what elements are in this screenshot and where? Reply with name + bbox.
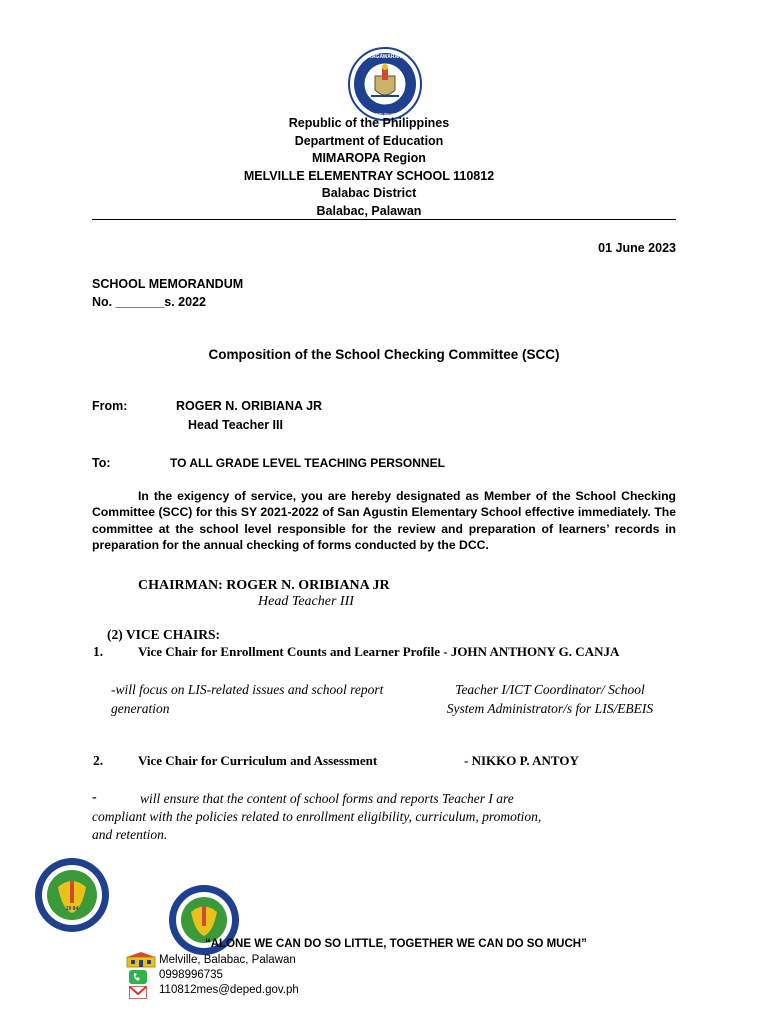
memo-type: SCHOOL MEMORANDUM <box>92 277 244 291</box>
from-name: ROGER N. ORIBIANA JR <box>176 399 323 413</box>
letterhead-line: Balabac District <box>321 186 417 200</box>
footer-address: Melville, Balabac, Palawan <box>159 954 296 966</box>
footer-quote: “ALONE WE CAN DO SO LITTLE, TOGETHER WE CAN DO SO MUCH” <box>205 938 587 950</box>
footer-email[interactable]: 110812mes@deped.gov.ph <box>159 984 299 996</box>
to-recipients: TO ALL GRADE LEVEL TEACHING PERSONNEL <box>170 456 445 470</box>
body-paragraph: In the exigency of service, you are hereby designated as Member of the School Checking Committee (SCC) for this SY 2021-2022 of San Agustin Elementary School effective immediately. The committee at the school level responsible for the review and preparation of learners’ records in preparation for the annual checking of forms conducted by the DCC. <box>92 489 676 552</box>
vice-chair-1-title: Vice Chair for Enrollment Counts and Learner Profile - JOHN ANTHONY G. CANJA <box>138 644 620 659</box>
vice-chair-2-description: will ensure that the content of school forms and reports Teacher I are compliant with the policies related to enrollment eligibility, curriculum, promotion, and retention. <box>92 791 542 843</box>
from-label: From: <box>92 399 128 413</box>
chairman-title: Head Teacher III <box>258 594 354 609</box>
svg-text:KAGAWARAN: KAGAWARAN <box>368 54 402 60</box>
school-building-icon <box>126 951 156 968</box>
vice-chair-1-role: Teacher I/ICT Coordinator/ School System Administrator/s for LIS/EBEIS <box>446 682 654 716</box>
memo-date: 01 June 2023 <box>598 241 676 255</box>
letterhead <box>0 115 768 220</box>
svg-text:REPUBLIKA: REPUBLIKA <box>372 112 398 117</box>
mail-icon <box>129 986 147 999</box>
vice-chair-2-title: Vice Chair for Curriculum and Assessment <box>138 753 378 768</box>
letterhead-line: Balabac, Palawan <box>316 203 422 218</box>
memo-number: No. _______s. 2022 <box>92 295 206 309</box>
vice-chair-2-name: - NIKKO P. ANTOY <box>464 753 579 768</box>
from-title: Head Teacher III <box>188 418 283 432</box>
letterhead-line: MIMAROPA Region <box>312 151 426 165</box>
svg-text:19 84: 19 84 <box>65 906 79 912</box>
letterhead-line: Republic of the Philippines <box>288 116 450 130</box>
item-number: 1. <box>93 644 104 659</box>
bullet-dash: - <box>92 790 97 805</box>
chairman-line: CHAIRMAN: ROGER N. ORIBIANA JR <box>138 578 390 593</box>
deped-seal-logo <box>347 46 423 122</box>
to-label: To: <box>92 456 111 470</box>
school-seal-logo <box>34 857 110 933</box>
vice-chair-1-description: -will focus on LIS-related issues and school report generation <box>111 682 384 716</box>
vice-chairs-heading: (2) VICE CHAIRS: <box>107 627 221 642</box>
footer-phone: 0998996735 <box>159 969 223 981</box>
header-divider <box>92 219 676 220</box>
phone-icon <box>129 970 147 984</box>
item-number: 2. <box>93 753 104 768</box>
letterhead-line: Department of Education <box>294 133 444 148</box>
memo-subject: Composition of the School Checking Committee (SCC) <box>208 347 560 362</box>
letterhead-line: MELVILLE ELEMENTRAY SCHOOL 110812 <box>243 168 495 183</box>
